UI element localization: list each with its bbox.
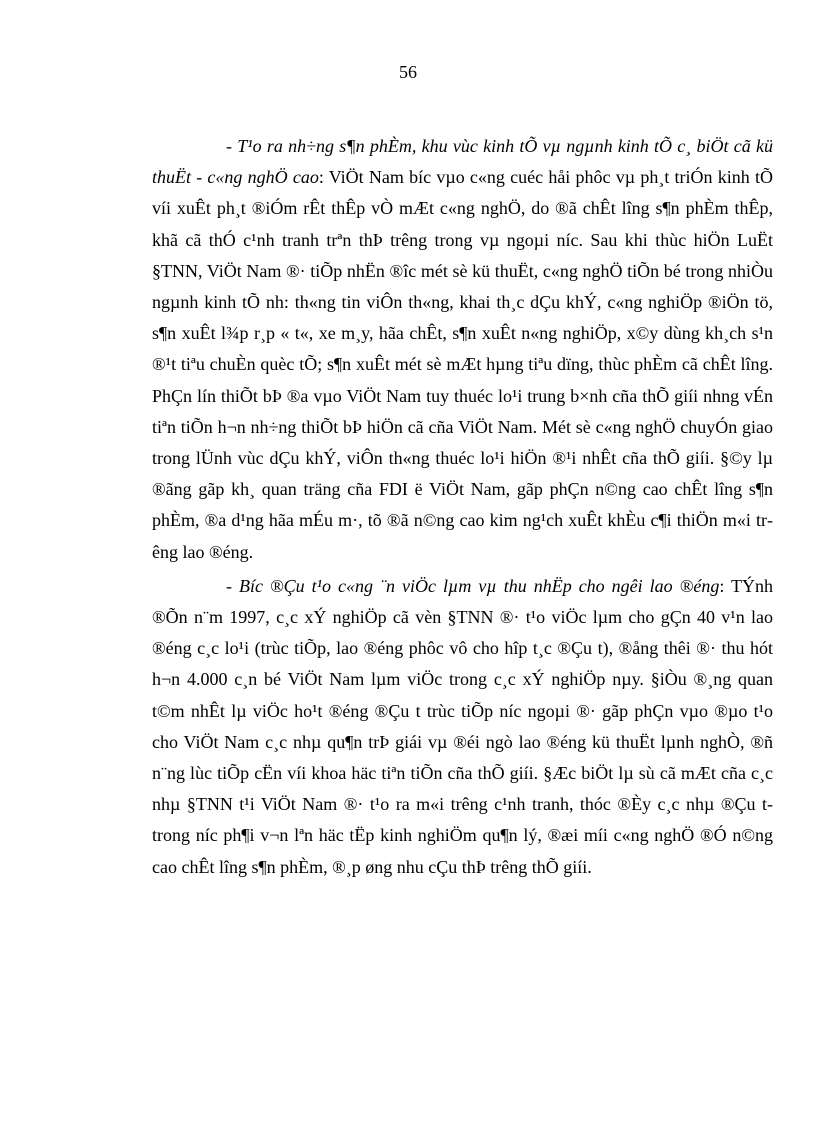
- paragraph-lead: - T¹o ra nh÷ng s¶n phÈm, khu vùc kinh tÕ vµ ngµnh kinh tÕ c¸ biÖt cã kü thuËt - c«ng nghÖ cao: [152, 136, 773, 188]
- page-number: 56: [399, 62, 417, 82]
- paragraph-text: : ViÖt Nam bíc vµo c«ng cuéc håi phôc vµ ph¸t triÓn kinh tÕ víi xuÊt ph¸t ®iÓm rÊt thÊp vÒ mÆt c«ng nghÖ, do ®ã chÊt lîng s¶n phÈm thÊp, khã cã thÓ c¹nh tranh trªn thÞ trêng trong vµ ngoµi níc. Sau khi thùc hiÖn LuËt §TNN, ViÖt Nam ®· tiÕp nhËn ®îc mét sè kü thuËt, c«ng nghÖ tiÕn bé trong nhiÒu ngµnh kinh tÕ nh: th«ng tin viÔn th«ng, khai th¸c dÇu khÝ, c«ng nghiÖp ®iÖn tö, s¶n xuÊt l¾p r¸p « t«, xe m¸y, hãa chÊt, s¶n xuÊt n«ng nghiÖp, x©y dùng kh¸ch s¹n ®¹t tiªu chuÈn quèc tÕ; s¶n xuÊt mét sè mÆt hµng tiªu dïng, thùc phÈm cã chÊt lîng. PhÇn lín thiÕt bÞ ®a vµo ViÖt Nam tuy thuéc lo¹i trung b×nh cña thÕ giíi nhng vÉn tiªn tiÕn h¬n nh÷ng thiÕt bÞ hiÖn cã cña ViÖt Nam. Mét sè c«ng nghÖ chuyÓn giao trong lÜnh vùc dÇu khÝ, viÔn th«ng thuéc lo¹i hiÖn ®¹i nhÊt cña thÕ giíi. §©y lµ ®ãng gãp kh¸ quan träng cña FDI ë ViÖt Nam, gãp phÇn n©ng cao chÊt lîng s¶n phÈm, ®a d¹ng hãa mÉu m·, tõ ®ã n©ng cao kim ng¹ch xuÊt khÈu c¶i thiÖn m«i trêng lao ®éng.: [152, 167, 773, 562]
- paragraph-text: : TÝnh ®Õn n¨m 1997, c¸c xÝ nghiÖp cã vèn §TNN ®· t¹o viÖc lµm cho gÇn 40 v¹n lao ®éng c¸c lo¹i (trùc tiÕp, lao ®éng phôc vô cho hîp t¸c ®Çu t), ®ång thêi ®· thu hót h¬n 4.000 c¸n bé ViÖt Nam lµm viÖc trong c¸c xÝ nghiÖp nµy. §iÒu ®¸ng quan t©m nhÊt lµ viÖc ho¹t ®éng ®Çu t trùc tiÕp níc ngoµi ®· gãp phÇn vµo ®µo t¹o cho ViÖt Nam c¸c nhµ qu¶n trÞ giái vµ ®éi ngò lao ®éng kü thuËt lµnh nghÒ, ®ñ n¨ng lùc tiÕp cËn víi khoa häc tiªn tiÕn cña thÕ giíi. §Æc biÖt lµ sù cã mÆt cña c¸c nhµ §TNN t¹i ViÖt Nam ®· t¹o ra m«i trêng c¹nh tranh, thóc ®Èy c¸c nhµ ®Çu t trong níc ph¶i v¬n lªn häc tËp kinh nghiÖm qu¶n lý, ®æi míi c«ng nghÖ ®Ó n©ng cao chÊt lîng s¶n phÈm, ®¸p øng nhu cÇu thÞ trêng thÕ giíi.: [152, 575, 773, 877]
- paragraph-technology: [152, 131, 773, 568]
- body-text: [152, 131, 773, 886]
- paragraph-employment: [152, 571, 773, 883]
- paragraph-lead: - Bíc ®Çu t¹o c«ng ¨n viÖc lµm vµ thu nhËp cho ngêi lao ®éng: [226, 575, 720, 596]
